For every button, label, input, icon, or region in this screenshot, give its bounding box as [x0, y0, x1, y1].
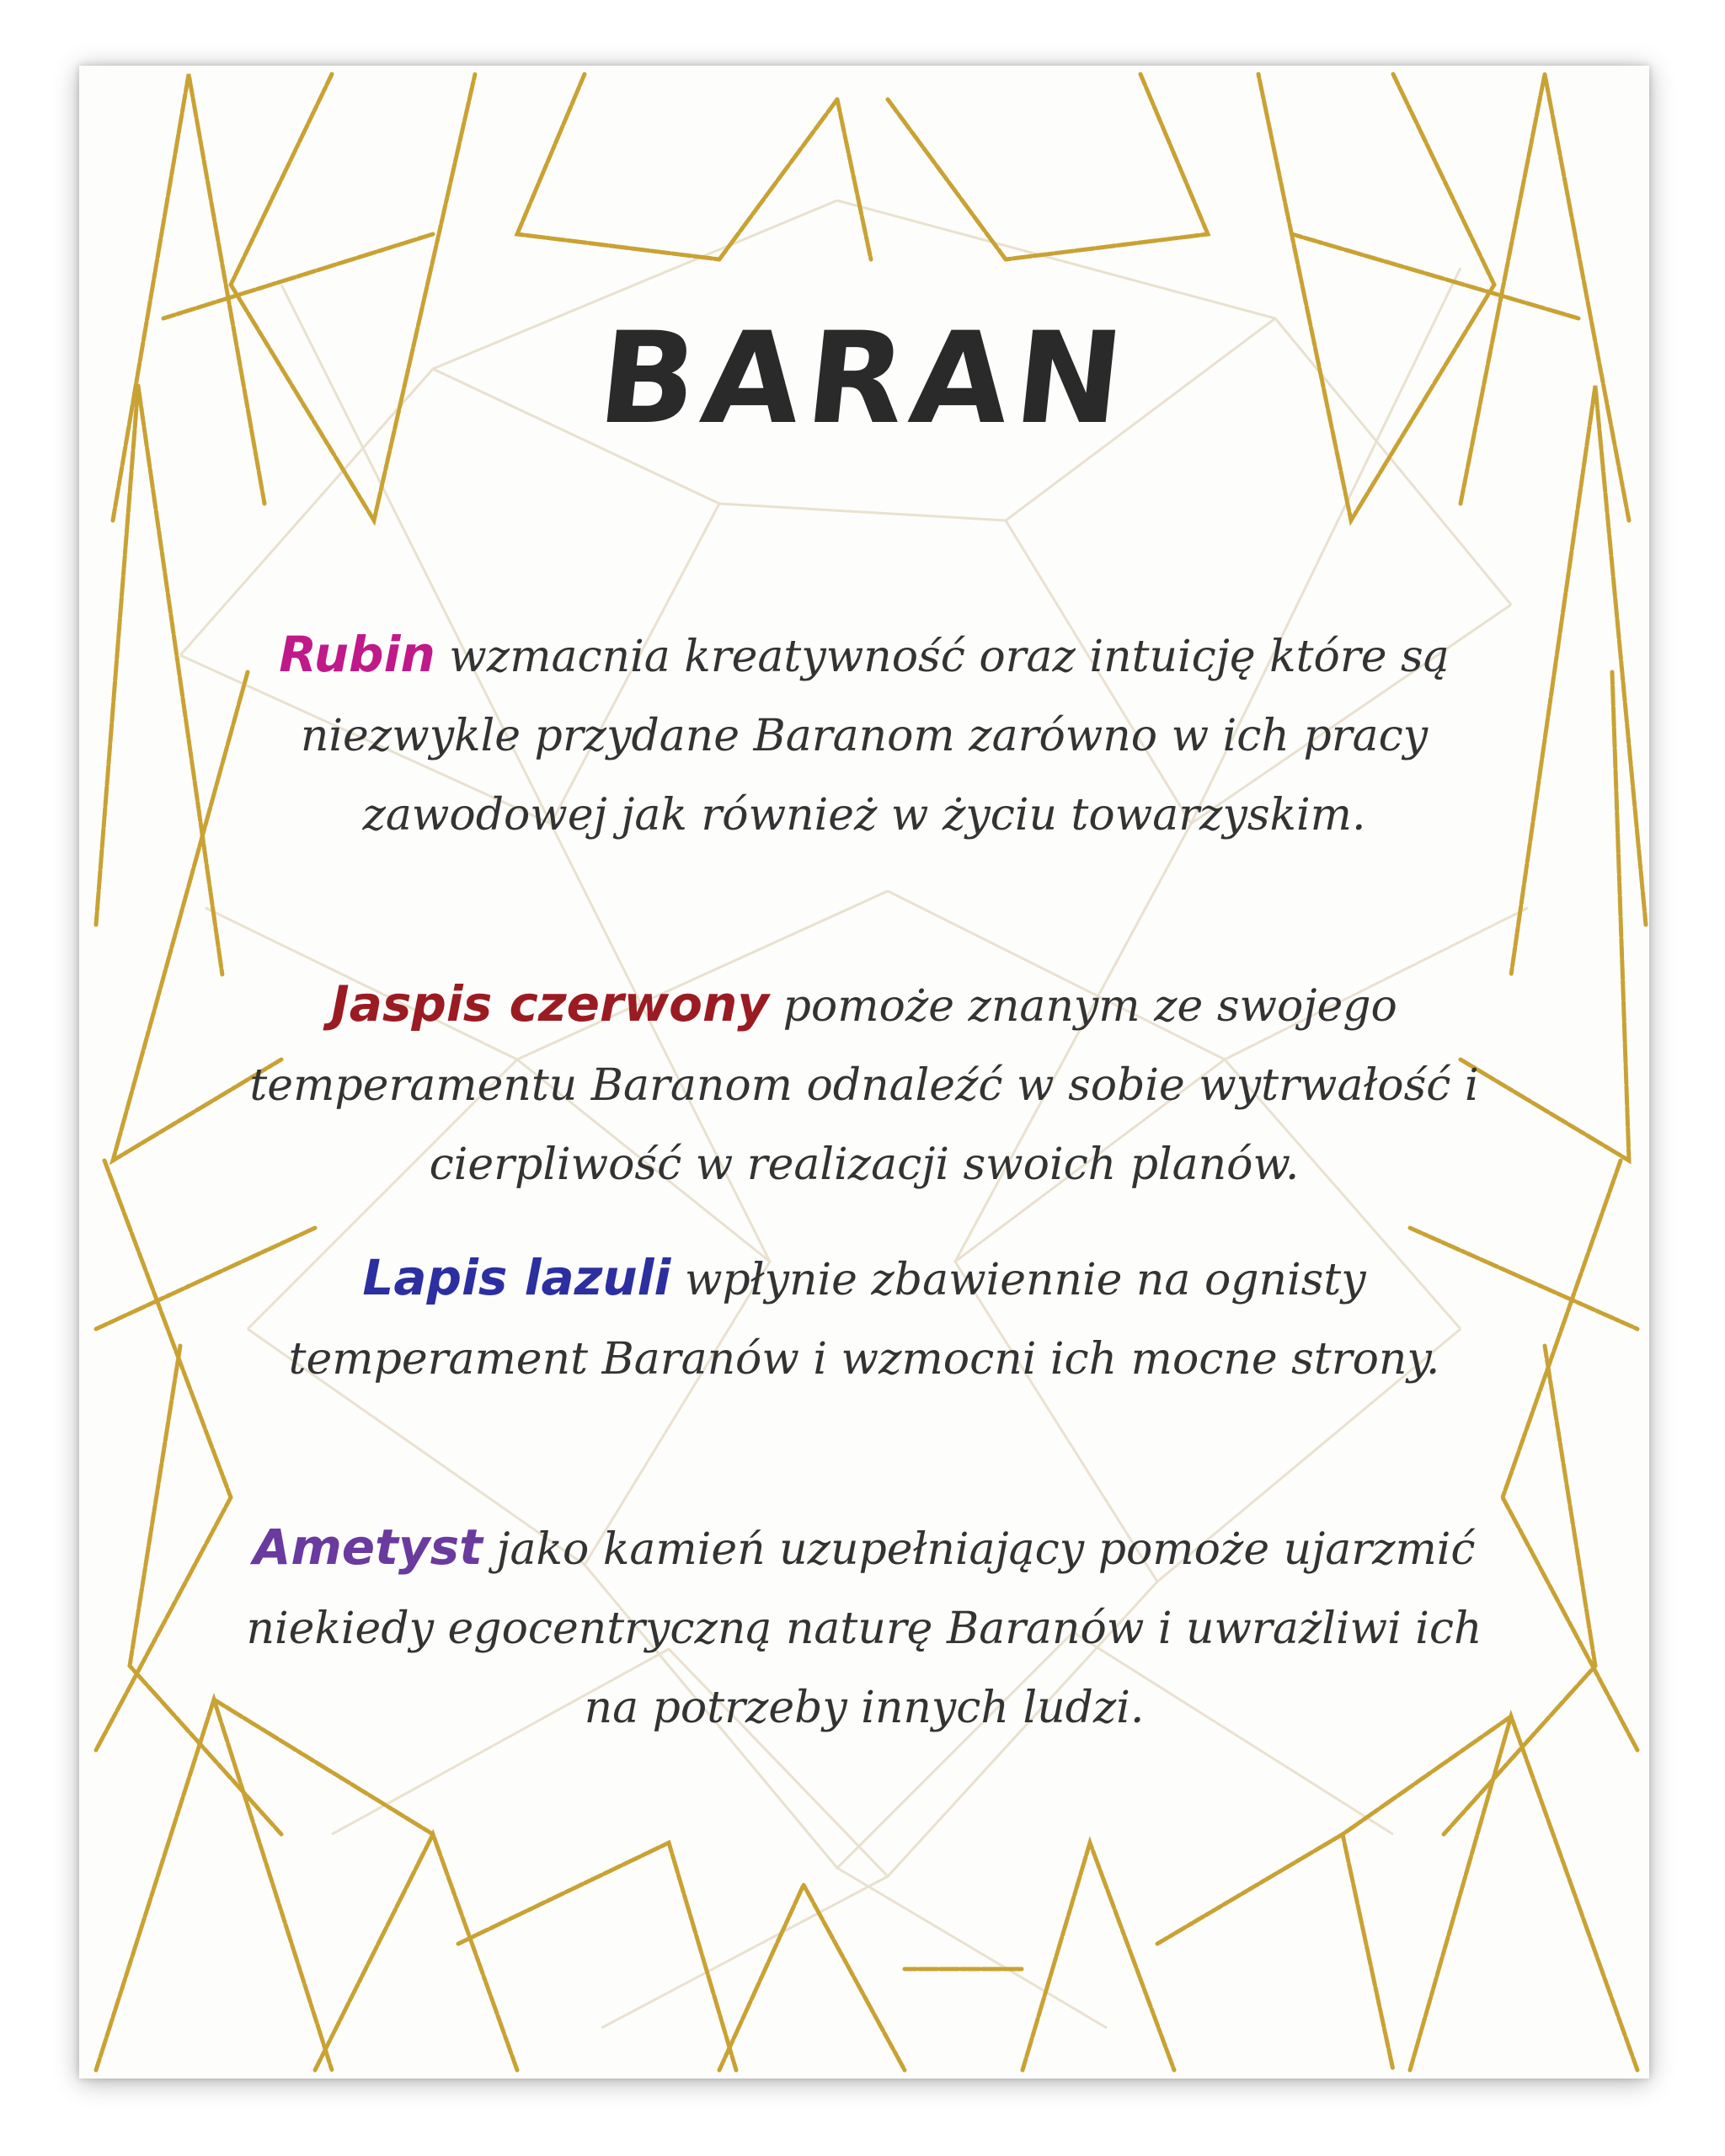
paragraph-text-rubin: wzmacnia kreatywność oraz intuicję które są niezwykle przydane Baranom zarówno w ich pracy zawodowej jak również w życiu towarzyskim. — [300, 632, 1450, 841]
paragraph-rubin — [231, 615, 1498, 855]
paragraph-text-ametyst: jako kamień uzupełniający pomoże ujarzmić niekiedy egocentryczną naturę Baranów i uwrażliwi ich na potrzeby innych ludzi. — [246, 1524, 1482, 1733]
paragraph-lapis — [231, 1238, 1498, 1399]
stone-name-lapis: Lapis lazuli — [362, 1249, 671, 1306]
paragraph-ametyst — [231, 1508, 1498, 1748]
stone-name-rubin: Rubin — [279, 626, 435, 683]
paragraph-jaspis — [231, 964, 1498, 1204]
poster-title: BARAN — [592, 306, 1136, 452]
poster-content — [79, 66, 1649, 2079]
zodiac-poster — [79, 66, 1649, 2079]
paragraph-text-lapis: wpłynie zbawiennie na ognisty temperament Baranów i wzmocni ich mocne strony. — [288, 1255, 1440, 1385]
stone-name-jaspis: Jaspis czerwony — [331, 975, 770, 1033]
stone-name-ametyst: Ametyst — [253, 1518, 483, 1576]
paragraph-text-jaspis: pomoże znanym ze swojego temperamentu Baranom odnaleźć w sobie wytrwałość i cierpliwość w realizacji swoich planów. — [249, 981, 1479, 1190]
